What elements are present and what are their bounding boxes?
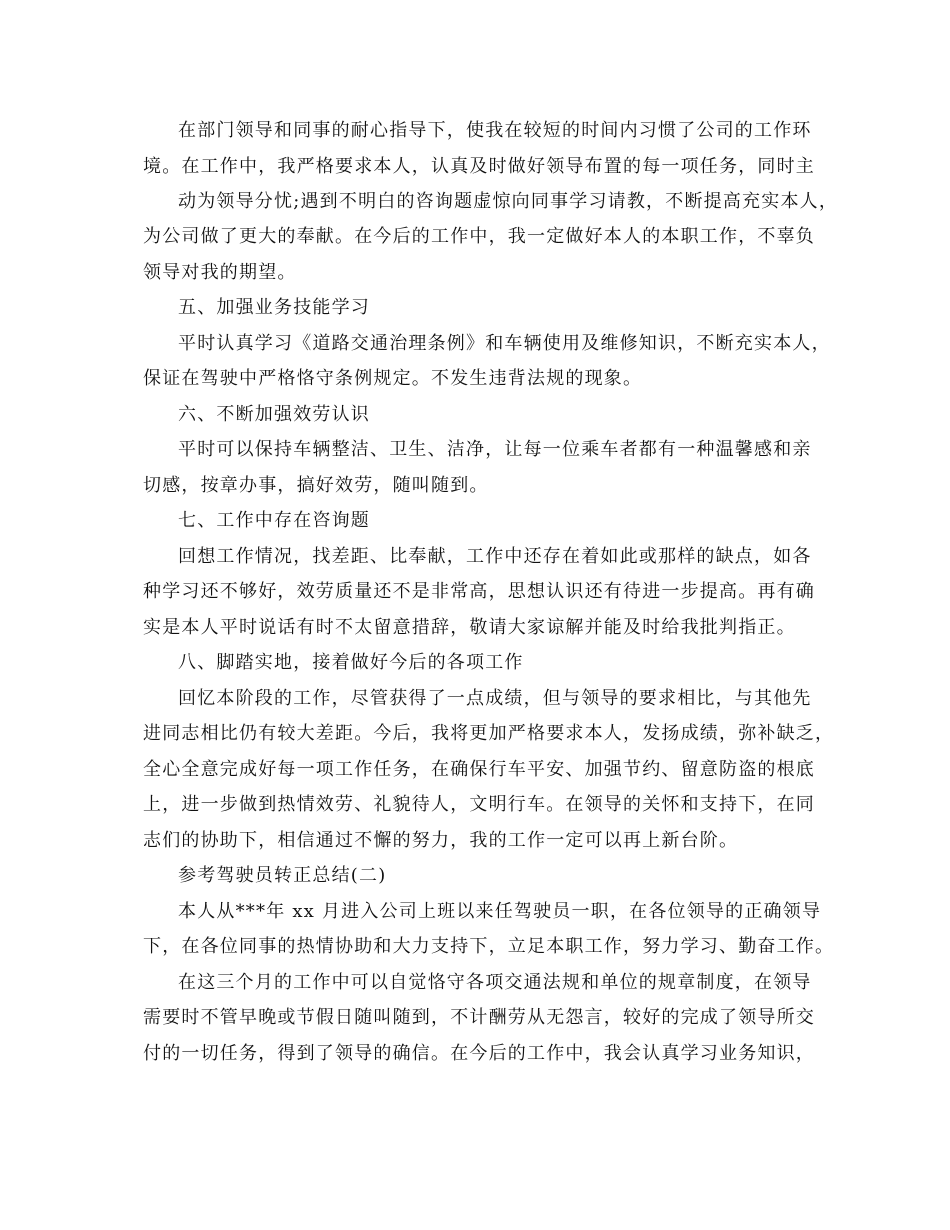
paragraph-line: 需要时不管早晚或节假日随叫随到，不计酬劳从无怨言，较好的完成了领导所交: [143, 1007, 815, 1028]
section-heading: 五、加强业务技能学习: [178, 297, 370, 318]
paragraph-line: 领导对我的期望。: [143, 262, 297, 283]
paragraph-line: 回忆本阶段的工作，尽管获得了一点成绩，但与领导的要求相比，与其他先: [178, 688, 812, 709]
paragraph-line: 境。在工作中，我严格要求本人，认真及时做好领导布置的每一项任务，同时主: [143, 156, 815, 177]
paragraph-line: 全心全意完成好每一项工作任务，在确保行车平安、加强节约、留意防盗的根底: [143, 759, 815, 780]
paragraph-line: 平时认真学习《道路交通治理条例》和车辆使用及维修知识，不断充实本人，: [178, 333, 831, 354]
paragraph-line: 种学习还不够好，效劳质量还不是非常高，思想认识还有待进一步提高。再有确: [143, 581, 815, 602]
section-heading: 七、工作中存在咨询题: [178, 510, 370, 531]
section-heading: 参考驾驶员转正总结(二): [178, 865, 387, 886]
paragraph-line: 在这三个月的工作中可以自觉恪守各项交通法规和单位的规章制度，在领导: [178, 972, 812, 993]
paragraph-line: 下，在各位同事的热情协助和大力支持下，立足本职工作，努力学习、勤奋工作。: [143, 936, 835, 957]
paragraph-line: 为公司做了更大的奉献。在今后的工作中，我一定做好本人的本职工作，不辜负: [143, 226, 815, 247]
paragraph-line: 切感，按章办事，搞好效劳，随叫随到。: [143, 475, 489, 496]
paragraph-line: 志们的协助下，相信通过不懈的努力，我的工作一定可以再上新台阶。: [143, 830, 739, 851]
paragraph-line: 付的一切任务，得到了领导的确信。在今后的工作中，我会认真学习业务知识，: [143, 1043, 815, 1064]
paragraph-line: 在部门领导和同事的耐心指导下，使我在较短的时间内习惯了公司的工作环: [178, 120, 812, 141]
section-heading: 八、脚踏实地，接着做好今后的各项工作: [178, 652, 524, 673]
paragraph-line: 进同志相比仍有较大差距。今后，我将更加严格要求本人，发扬成绩，弥补缺乏，: [143, 723, 835, 744]
paragraph-line: 平时可以保持车辆整洁、卫生、洁净，让每一位乘车者都有一种温馨感和亲: [178, 439, 812, 460]
section-heading: 六、不断加强效劳认识: [178, 404, 370, 425]
paragraph-line: 动为领导分忧;遇到不明白的咨询题虚惊向同事学习请教，不断提高充实本人，: [178, 191, 839, 212]
paragraph-line: 保证在驾驶中严格恪守条例规定。不发生违背法规的现象。: [143, 368, 643, 389]
paragraph-line: 实是本人平时说话有时不太留意措辞，敬请大家谅解并能及时给我批判指正。: [143, 617, 796, 638]
paragraph-line: 回想工作情况，找差距、比奉献，工作中还存在着如此或那样的缺点，如各: [178, 546, 812, 567]
paragraph-line: 上，进一步做到热情效劳、礼貌待人，文明行车。在领导的关怀和支持下，在同: [143, 794, 815, 815]
paragraph-line: 本人从***年 xx 月进入公司上班以来任驾驶员一职，在各位领导的正确领导: [178, 901, 822, 922]
